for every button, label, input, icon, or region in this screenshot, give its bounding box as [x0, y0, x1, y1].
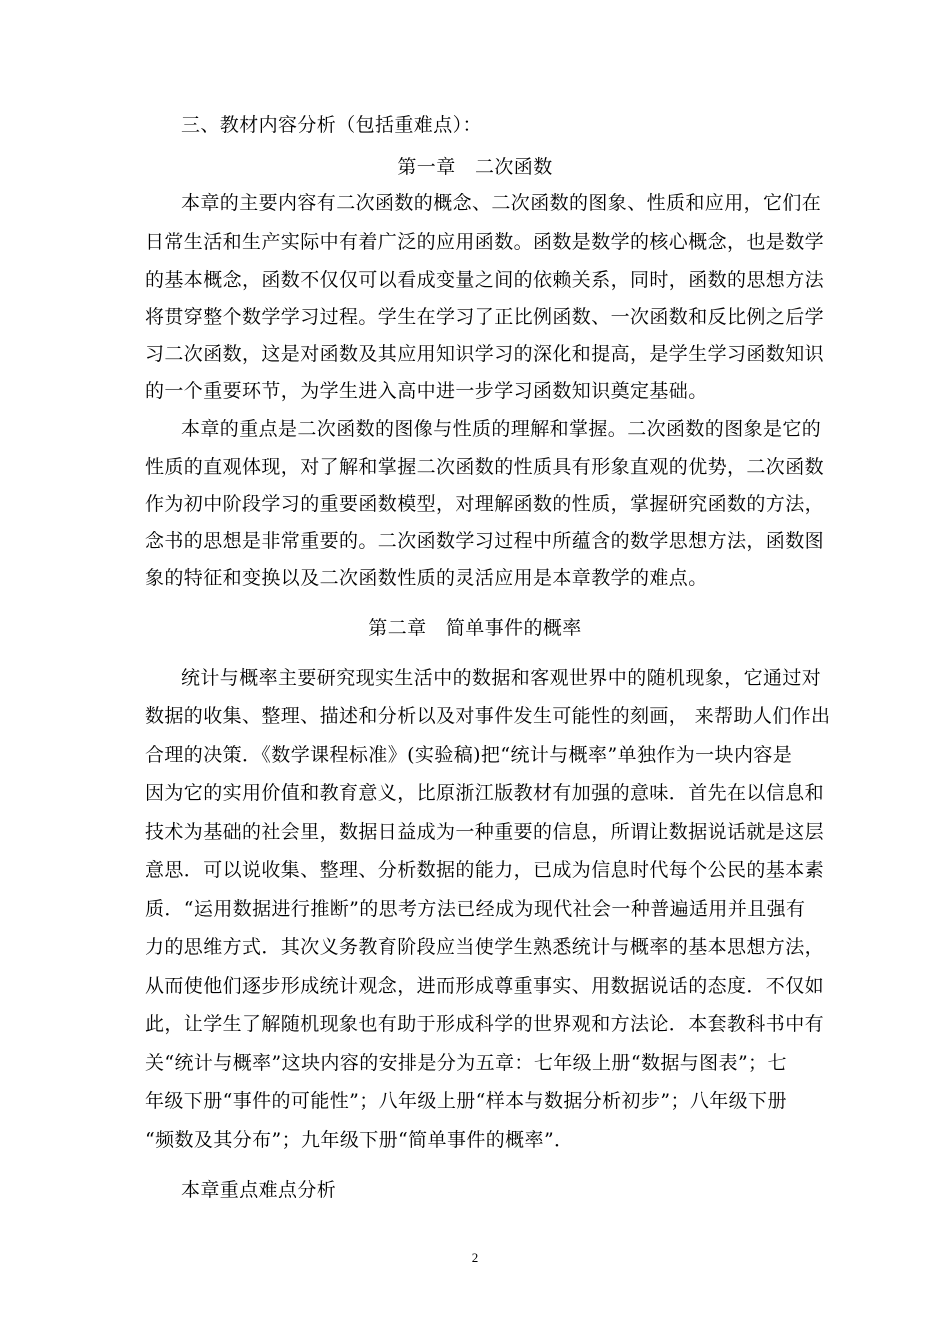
- chapter2-subheading: 本章重点难点分析: [181, 1179, 337, 1201]
- paragraph-line: 统计与概率主要研究现实生活中的数据和客观世界中的随机现象，它通过对: [181, 667, 822, 689]
- paragraph-line: 因为它的实用价值和教育意义，比原浙江版教材有加强的意味．首先在以信息和: [145, 782, 825, 804]
- paragraph-line: 合理的决策．《数学课程标准》(实验稿)把“统计与概率”单独作为一块内容是: [145, 744, 793, 766]
- paragraph-line: 此，让学生了解随机现象也有助于形成科学的世界观和方法论．本套教科书中有: [145, 1013, 825, 1035]
- page-number: 2: [471, 1250, 479, 1265]
- chapter1-title: 第一章 二次函数: [397, 156, 553, 178]
- paragraph-line: “频数及其分布”；九年级下册“简单事件的概率”．: [145, 1129, 574, 1151]
- paragraph-line: 性质的直观体现，对了解和掌握二次函数的性质具有形象直观的优势，二次函数: [145, 456, 825, 478]
- paragraph-line: 习二次函数，这是对函数及其应用知识学习的深化和提高，是学生学习函数知识: [145, 343, 825, 365]
- paragraph-line: 数据的收集、整理、描述和分析以及对事件发生可能性的刻画， 来帮助人们作出: [145, 705, 831, 727]
- paragraph-line: 本章的主要内容有二次函数的概念、二次函数的图象、性质和应用，它们在: [181, 192, 822, 214]
- paragraph-line: 意思．可以说收集、整理、分析数据的能力，已成为信息时代每个公民的基本素: [145, 859, 825, 881]
- chapter2-title: 第二章 简单事件的概率: [368, 617, 582, 639]
- paragraph-line: 技术为基础的社会里，数据日益成为一种重要的信息，所谓让数据说话就是这层: [145, 821, 825, 843]
- paragraph-line: 力的思维方式．其次义务教育阶段应当使学生熟悉统计与概率的基本思想方法，: [145, 936, 825, 958]
- paragraph-line: 本章的重点是二次函数的图像与性质的理解和掌握。二次函数的图象是它的: [181, 418, 822, 440]
- paragraph-line: 将贯穿整个数学学习过程。学生在学习了正比例函数、一次函数和反比例之后学: [145, 306, 825, 328]
- paragraph-line: 念书的思想是非常重要的。二次函数学习过程中所蕴含的数学思想方法，函数图: [145, 530, 825, 552]
- paragraph-line: 年级下册“事件的可能性”；八年级上册“样本与数据分析初步”；八年级下册: [145, 1090, 787, 1112]
- paragraph-line: 作为初中阶段学习的重要函数模型，对理解函数的性质，掌握研究函数的方法，: [145, 493, 825, 515]
- paragraph-line: 质．“运用数据进行推断”的思考方法已经成为现代社会一种普遍适用并且强有: [145, 898, 806, 920]
- paragraph-line: 日常生活和生产实际中有着广泛的应用函数。函数是数学的核心概念，也是数学: [145, 231, 825, 253]
- paragraph-line: 从而使他们逐步形成统计观念，进而形成尊重事实、用数据说话的态度．不仅如: [145, 975, 825, 997]
- paragraph-line: 的基本概念，函数不仅仅可以看成变量之间的依赖关系，同时，函数的思想方法: [145, 269, 825, 291]
- paragraph-line: 象的特征和变换以及二次函数性质的灵活应用是本章教学的难点。: [145, 567, 708, 589]
- paragraph-line: 的一个重要环节，为学生进入高中进一步学习函数知识奠定基础。: [145, 380, 708, 402]
- section-heading: 三、教材内容分析（包括重难点）：: [181, 114, 482, 136]
- paragraph-line: 关“统计与概率”这块内容的安排是分为五章：七年级上册“数据与图表”；七: [145, 1052, 787, 1074]
